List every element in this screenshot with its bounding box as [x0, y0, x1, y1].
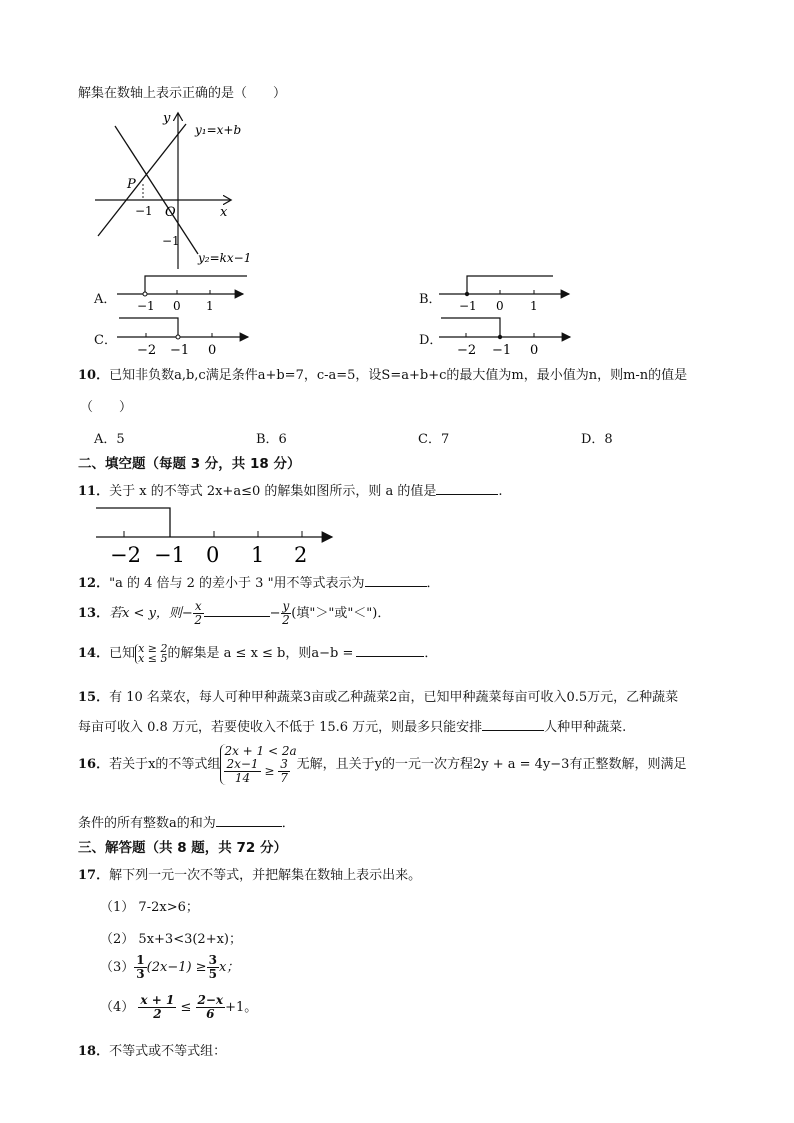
svg-text:1: 1	[251, 543, 265, 567]
section-3-heading: 三、解答题（共 8 题，共 72 分）	[78, 840, 287, 856]
q10-option-c: C．7	[418, 432, 450, 447]
q12-text: 12．"a 的 4 倍与 2 的差小于 3 "用不等式表示为 ．	[78, 572, 440, 591]
q16-line2: 条件的所有整数a的和为 ．	[78, 812, 295, 831]
q17-part4: （4） $\frac{x + 1}{2}$ ≤ $\frac{2-x}{6}$ +1。	[100, 993, 258, 1021]
svg-text:−2: −2	[457, 343, 477, 358]
q9-option-c-numberline	[115, 312, 255, 358]
q17-part2: （2） 5x+3<3(2+x)；	[100, 932, 242, 947]
tick-x-neg1: −1	[135, 204, 153, 218]
q18-text: 18．不等式或不等式组：	[78, 1044, 227, 1059]
q11-numberline	[92, 500, 338, 568]
svg-text:2: 2	[294, 543, 308, 567]
svg-text:0: 0	[530, 343, 539, 358]
svg-text:0: 0	[173, 299, 181, 313]
line2-label: y₂=kx−1	[198, 251, 252, 265]
svg-text:−2: −2	[137, 343, 157, 358]
q10-option-a: A．5	[94, 432, 125, 447]
q10-option-b: B．6	[256, 432, 287, 447]
q9-option-b-numberline	[437, 270, 577, 314]
q10-paren: （ ）	[80, 400, 133, 415]
q9-option-a-label: A．	[94, 292, 117, 307]
q9-prompt: 解集在数轴上表示正确的是（ ）	[78, 86, 287, 101]
x-axis-label: x	[220, 205, 228, 220]
svg-text:−1: −1	[137, 299, 155, 313]
svg-text:0: 0	[496, 299, 504, 313]
svg-text:1: 1	[206, 299, 214, 313]
svg-text:−1: −1	[170, 343, 190, 358]
tick-y-neg1: −1	[162, 234, 180, 248]
q9-option-b-label: B．	[419, 292, 442, 307]
q9-option-d-numberline	[437, 312, 577, 358]
q10-option-d: D．8	[581, 432, 613, 447]
q15-line1: 15．有 10 名菜农，每人可种甲种蔬菜3亩或乙种蔬菜2亩，已知甲种蔬菜每亩可收入0.5万元，乙种蔬菜	[78, 690, 679, 705]
q17-part3: （3） $\frac{1}{3}$ (2x−1) ≥ $\frac{3}{5}$ x；	[100, 953, 240, 981]
svg-text:−1: −1	[154, 543, 185, 567]
svg-text:1: 1	[530, 299, 538, 313]
q9-option-c-label: C．	[94, 333, 117, 348]
y-axis-label: y	[163, 111, 171, 126]
origin-label: O	[165, 205, 176, 220]
q17-part1: （1） 7-2x>6；	[100, 900, 199, 915]
q16-line1: 16．若关于x的不等式组 2x + 1 < 2a $\frac{2x-1}{14}$ ≥ $\frac{3}{7}$ 无解，且关于y的一元一次方程2y + a = 4y−3有正整数解，则满足	[78, 744, 687, 785]
svg-text:−1: −1	[459, 299, 477, 313]
q10-text: 10．已知非负数a,b,c满足条件a+b=7，c-a=5，设S=a+b+c的最大值为m，最小值为n，则m-n的值是	[78, 368, 688, 383]
section-2-heading: 二、填空题（每题 3 分，共 18 分）	[78, 456, 301, 472]
line1-label: y₁=x+b	[195, 123, 242, 137]
svg-text:−2: −2	[110, 543, 141, 567]
q17-text: 17．解下列一元一次不等式，并把解集在数轴上表示出来。	[78, 868, 422, 883]
svg-text:0: 0	[208, 343, 217, 358]
svg-text:0: 0	[206, 543, 220, 567]
q13-text: 13．若x < y，则− $\frac{x}{2}$ − $\frac{y}{2}$ (填"＞"或"＜")．	[78, 599, 391, 627]
q15-line2: 每亩可收入 0.8 万元，若要使收入不低于 15.6 万元，则最多只能安排 人种甲种蔬菜.	[78, 716, 626, 735]
q9-option-d-label: D．	[419, 333, 443, 348]
point-p-label: P	[127, 177, 136, 192]
q11-text: 11．关于 x 的不等式 2x+a≤0 的解集如图所示，则 a 的值是 .	[78, 480, 503, 499]
q14-text: 14．已知 x ≥ 2 x ≤ 5 的解集是 a ≤ x ≤ b，则a−b = ．	[78, 641, 438, 665]
q9-option-a-numberline	[115, 270, 250, 314]
q9-graph	[90, 104, 280, 274]
svg-text:−1: −1	[492, 343, 512, 358]
